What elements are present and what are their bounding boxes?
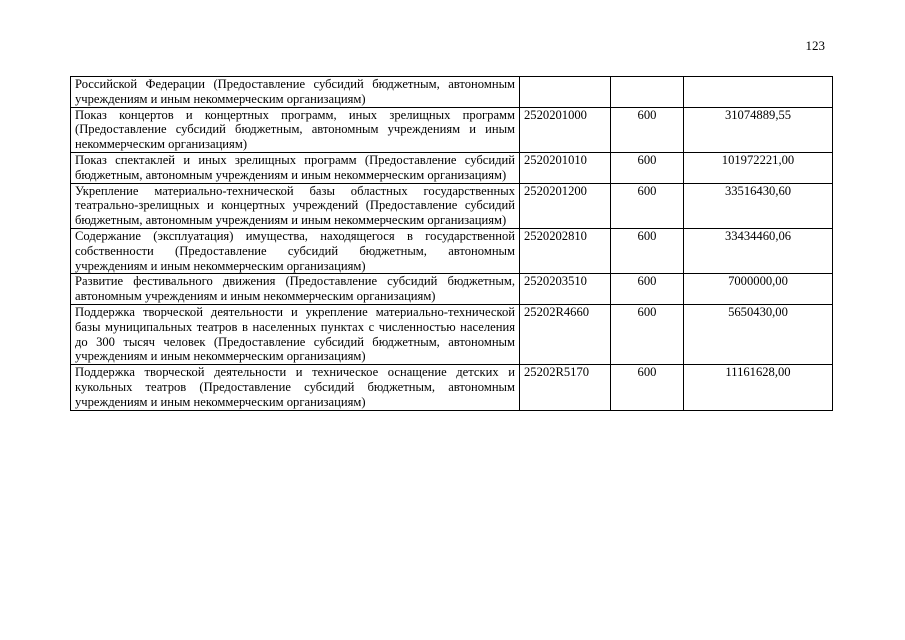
row-expense-type: 600 <box>611 365 684 410</box>
page-number: 123 <box>805 38 825 53</box>
table-row <box>71 365 833 410</box>
row-sum: 7000000,00 <box>684 274 833 305</box>
row-expense-type: 600 <box>611 274 684 305</box>
row-sum: 101972221,00 <box>684 152 833 183</box>
budget-table <box>70 76 833 411</box>
row-description: Развитие фестивального движения (Предоставление субсидий бюджетным, автономным учреждениям и иным некоммерческим организациям) <box>71 274 520 305</box>
table-row <box>71 77 833 108</box>
row-description: Содержание (эксплуатация) имущества, находящегося в государственной собственности (Предоставление субсидий бюджетным, автономным учреждениям и иным некоммерческим организациям) <box>71 228 520 273</box>
row-sum: 5650430,00 <box>684 304 833 364</box>
row-code: 2520201000 <box>520 107 611 152</box>
row-description: Укрепление материально-технической базы областных государственных театрально-зрелищных и концертных учреждений (Предоставление субсидий бюджетным, автономным учреждениям и иным некоммерческим организациям) <box>71 183 520 228</box>
table-row <box>71 107 833 152</box>
row-expense-type: 600 <box>611 183 684 228</box>
table-row <box>71 274 833 305</box>
row-expense-type: 600 <box>611 228 684 273</box>
row-expense-type: 600 <box>611 304 684 364</box>
table-row <box>71 152 833 183</box>
row-sum: 33434460,06 <box>684 228 833 273</box>
row-description: Показ концертов и концертных программ, иных зрелищных программ (Предоставление субсидий бюджетным, автономным учреждениям и иным некоммерческим организациям) <box>71 107 520 152</box>
row-expense-type: 600 <box>611 152 684 183</box>
table-row <box>71 183 833 228</box>
row-code: 2520201200 <box>520 183 611 228</box>
row-description: Российской Федерации (Предоставление субсидий бюджетным, автономным учреждениям и иным некоммерческим организациям) <box>71 77 520 108</box>
row-sum <box>684 77 833 108</box>
row-sum: 33516430,60 <box>684 183 833 228</box>
row-sum: 11161628,00 <box>684 365 833 410</box>
row-code: 2520202810 <box>520 228 611 273</box>
row-sum: 31074889,55 <box>684 107 833 152</box>
row-description: Поддержка творческой деятельности и техническое оснащение детских и кукольных театров (Предоставление субсидий бюджетным, автономным учреждениям и иным некоммерческим организациям) <box>71 365 520 410</box>
row-code <box>520 77 611 108</box>
row-code: 2520203510 <box>520 274 611 305</box>
row-code: 25202R4660 <box>520 304 611 364</box>
row-description: Показ спектаклей и иных зрелищных программ (Предоставление субсидий бюджетным, автономным учреждениям и иным некоммерческим организациям) <box>71 152 520 183</box>
row-code: 2520201010 <box>520 152 611 183</box>
row-expense-type <box>611 77 684 108</box>
row-code: 25202R5170 <box>520 365 611 410</box>
row-expense-type: 600 <box>611 107 684 152</box>
table-row <box>71 228 833 273</box>
table-row <box>71 304 833 364</box>
row-description: Поддержка творческой деятельности и укрепление материально-технической базы муниципальных театров в населенных пунктах с численностью населения до 300 тысяч человек (Предоставление субсидий бюджетным, автономным учреждениям и иным некоммерческим организациям) <box>71 304 520 364</box>
